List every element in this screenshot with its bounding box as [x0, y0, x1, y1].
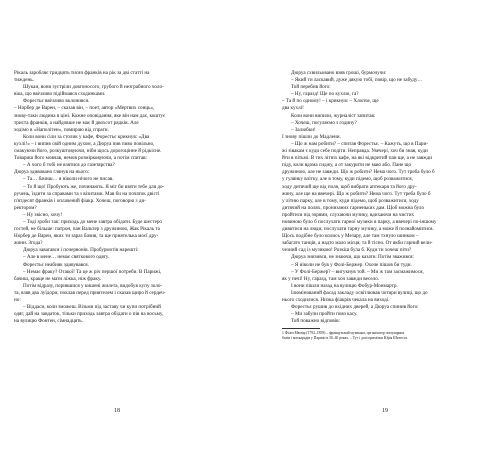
- text-line: – Норбер де Варен, – сказав він, – поет, автор «Мертвих сонць»,: [14, 105, 155, 112]
- text-line: – Ну, гаразд! Ще по кухлю, га?: [291, 91, 359, 98]
- text-line: чезний сад із музикою! Розкіш була б. Куди ти хочеш піти?: [282, 247, 412, 254]
- right-page: [282, 70, 488, 400]
- footnote-line: 1 Філіп Мюзар (1792–1859) – французький музикант, організатор популярних: [282, 331, 405, 336]
- text-line: тиждень.: [14, 77, 34, 84]
- text-line: – Та… бачиш… я ніколи нічого не писав.: [23, 176, 114, 183]
- text-line: кухлі!» – і випив свій одним духом, а Дюруа пив пиво повільно,: [14, 140, 155, 147]
- text-line: Коли вони випили, журналіст запитав:: [291, 112, 376, 119]
- text-line: Той поважно відповів:: [291, 318, 340, 325]
- text-line: – То й що! Пробують же, починають. Я міг би взяти тебе для до-: [23, 183, 165, 190]
- text-line: – Та й по одному! – і крикнув: – Хлопче, ще: [282, 98, 379, 105]
- text-line: гостей, не більше: патрон, пан Вальтер з дружиною, Жак Рікаль та: [14, 226, 160, 233]
- text-line: Потім відразу, порившися у кишені жилета, видобув купу золо-: [23, 282, 163, 289]
- text-line: І вони пішли назад на вулицю Фобур-Монмартр.: [291, 282, 398, 289]
- text-line: пройтися під зорями, слухаючи музику, вдихаючи на чистих: [282, 211, 415, 218]
- text-line: Форестьє рушив до вхідних дверей, а Дюруа спинив його:: [291, 304, 419, 311]
- text-line: віка, що ввічливо підіймався сходинками.: [14, 91, 106, 98]
- text-line: – Хочеш, погуляємо з годину?: [291, 119, 357, 126]
- left-page-number: 18: [114, 408, 120, 414]
- text-line: Той перебив його:: [291, 84, 331, 91]
- text-line: Дюруа схвильовано взяв гроші, бурмочучи:: [291, 70, 387, 76]
- left-page: [14, 70, 220, 400]
- text-line: ходімо в «Наполітен», помираю від спраги.: [14, 126, 109, 133]
- text-line: на вулицю Фонтен, сімнадцять.: [14, 318, 83, 325]
- text-line: жини. Згода?: [14, 240, 43, 247]
- footnote-line: балів і маскарадів у Парижі в 30–40 роках. – Тут і далі примітки Юрія Шелеста.: [282, 336, 408, 341]
- text-line: п'ятдесят франків і оплачений фіакр. Хочеш, поговорю з ди-: [14, 197, 146, 204]
- text-line: – Який ти ласкавий, дуже дякую тобі, повір, що не забуду…: [291, 77, 423, 84]
- text-line: ручень, їздити за справами та з візитами. Мав би на початок двісті: [14, 190, 160, 197]
- text-line: – Ну звісно, хочу!: [23, 211, 63, 218]
- text-line: – Віддаси, коли зможеш. Візьми під заставу чи купи потрібний: [23, 304, 161, 311]
- text-line: знову-таки людина в ціні. Кожне оповідання, яке він нам дає, коштує: [14, 112, 166, 119]
- text-line: І знову пішли до Мадлени.: [282, 133, 341, 140]
- text-line: Шукаи, вони зустріли довгоносого, грубого й незграбного чоло-: [23, 84, 164, 91]
- text-line: йти в пітьмі. В тих літніх кафе, на які відкритий пан ще, а не завжди: [282, 155, 432, 162]
- text-line: – У Фолі-Бержер? – вигукнув той. – Ми ж там засмажимося,: [291, 268, 424, 275]
- text-line: жину, але ще на ввечері. Що ж робити? Нема чого. Тут треба було б: [282, 190, 431, 197]
- text-line: піду, коли вдома сиджу, а от закурити не маю або. Пане що: [282, 162, 412, 169]
- text-line: Товариш його мовчав, немов розмірковуючи, а потім спитав:: [14, 155, 147, 162]
- text-line: нього сходилися. Низка фіакрів чекала на виході.: [282, 297, 390, 303]
- text-line: – Я ніколи не був у Фолі-Бержер. Охоче пішов би туди.: [291, 261, 412, 268]
- text-line: бачиш, краще не мати ліжка, ніж фраку.: [14, 275, 102, 282]
- text-line: та, взяв два луїдори, поклав перед приятелем і сказав щиро й сердеч-: [14, 289, 166, 296]
- text-line: – Залюбки!: [291, 126, 316, 133]
- text-line: Коли вони сіли за столик у кафе, Форестьє крикнув: «Два: [23, 133, 150, 140]
- text-line: Рікаль заробляє тридцять тисяч франків на рік за дві статті на: [14, 70, 150, 76]
- text-line: Дюруа знизився, не знаючи, що казати. Потім зважився:: [291, 254, 414, 261]
- text-line: – Ми забули пройти повз касу.: [291, 311, 358, 318]
- text-line: – Що ж нам робити? – спитав Форестьє. – Кажуть, що в Пари-: [291, 140, 428, 147]
- text-line: Норбер де Варен, яких ти зараз бачив, та ще приятелька моєї дру-: [14, 233, 159, 240]
- text-line: ходу дитячий ще від поля, щоб вибрати аптекаря та його дру-: [282, 183, 417, 190]
- text-line: забагато танців, а надто мало місця, та й тісно. От якби гарний вели-: [282, 240, 433, 247]
- text-line: дружиною, але не завжди. Що ж робити? Нема чого. Тут треба було б: [282, 169, 435, 176]
- text-line: дивитися на люди, послухати гарну музику, а може й познайомитися.: [282, 226, 434, 233]
- text-line: новиною було б послухати гарної музики в парку, а ввечері по-іншому: [282, 218, 437, 225]
- text-line: Ілюмінований фасад закладу освітлював чотири вулиці, що до: [291, 289, 428, 296]
- text-line: триста франків, а найдовше не має й двохсот рядків. Але: [14, 119, 139, 126]
- text-line: Дюруа здивовано глянув на нього:: [14, 169, 90, 176]
- text-line: но:: [14, 297, 21, 303]
- text-line: два кухлі!: [282, 105, 304, 112]
- footnote-rule: [282, 328, 320, 329]
- text-line: Дюруа завагався і почервонів. Пробурмотів нарешті:: [23, 247, 139, 254]
- text-line: – Але в мене… немає святкового одягу.: [23, 254, 110, 261]
- text-line: Форестьє ввічливо вклонився.: [23, 98, 90, 105]
- text-line: – А чого б тобі не взятися до газетярства?: [23, 162, 115, 169]
- text-line: ректором?: [14, 204, 37, 211]
- text-line: – Тоді зроби так: приходь до мене завтра обідати. Буде шестеро: [23, 218, 162, 225]
- text-line: – Немає фраку? Отакої! Та це ж річ першої потреби. В Парижі,: [23, 268, 162, 275]
- text-line: Форестьє неабияк здивувався.: [23, 261, 89, 268]
- text-line: Щось подібне було колись у Мезару, але там тхнуло шинком –: [282, 233, 419, 240]
- text-line: жі зівакам є куди себе подіти. Неправда. Увечері, хоч би знав, куди: [282, 148, 428, 155]
- text-line: смакуючи його, розкуштовуючи, ніби щось дорогоцінне й рідкісне.: [14, 148, 162, 155]
- text-line: дитячий на полях, пронизаних гарненьких дам. Щоб можна було: [282, 204, 425, 211]
- text-line: у літню парку, але в тому, куди підемо, щоб розважитися, ходу: [282, 197, 419, 204]
- text-line: як у печі! Ну, гаразд, там хоч завжди весело.: [282, 275, 380, 282]
- right-page-number: 19: [382, 408, 388, 414]
- text-line: у гулянку влітку, але в тому, куди підемо, щоб розважитися,: [282, 176, 413, 183]
- text-line: одяг, дай на завдаток, тільки приходь завтра обідати о пів на восьму,: [14, 311, 164, 318]
